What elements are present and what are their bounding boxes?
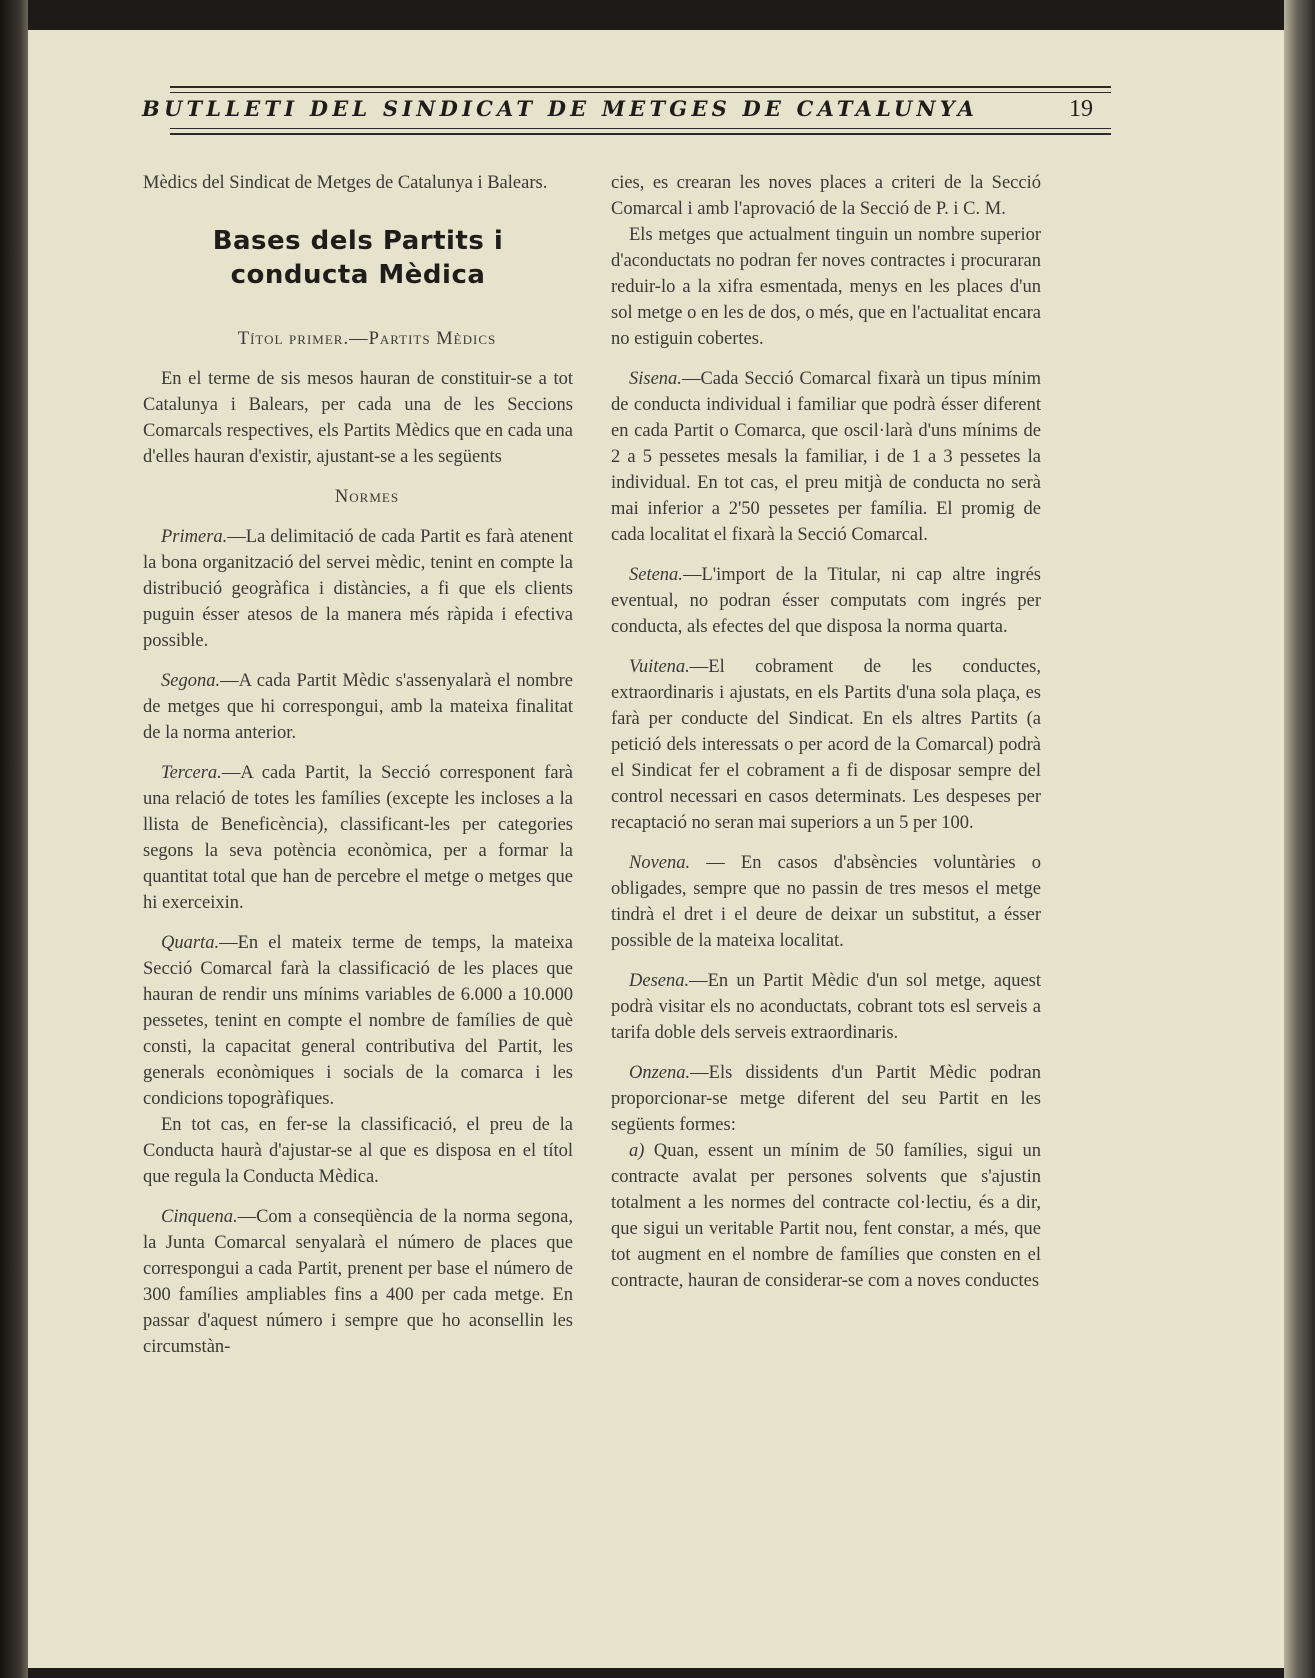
continuation-paragraph: cies, es crearan les noves places a criteri de la Secció Comarcal i amb l'aprovació de la Secció de P. i C. M. bbox=[611, 173, 1041, 219]
norma-text: —A cada Partit Mèdic s'assenyalarà el nombre de metges que hi correspongui, amb la mateixa finalitat de la norma anterior. bbox=[143, 671, 573, 743]
norma-lead: Primera. bbox=[161, 527, 228, 547]
norma-lead: Novena. bbox=[629, 853, 691, 873]
journal-title: BUTLLETI DEL SINDICAT DE METGES DE CATALUNYA bbox=[142, 96, 979, 121]
norma-quarta-continuation: En tot cas, en fer-se la classificació, el preu de la Conducta haurà d'ajustar-se al que es disposa en el títol que regula la Conducta Mèdica. bbox=[143, 1115, 573, 1187]
norma-text: —Els dissidents d'un Partit Mèdic podran proporcionar-se metge diferent del seu Partit en les següents formes: bbox=[611, 1063, 1041, 1135]
norma-text: —Cada Secció Comarcal fixarà un tipus mínim de conducta individual i familiar que podrà ésser diferent en cada Partit o Comarca, que oscil·larà d'uns mínims de 2 a 5 pessetes mesals la familiar, i de 1 a 3 pessetes la individual. En tot cas, el preu mitjà de conducta no serà mai inferior a 2'50 pessetes per família. El promig de cada localitat el fixarà la Secció Comarcal. bbox=[611, 369, 1041, 545]
right-column bbox=[611, 170, 1041, 1308]
norma-text: — En casos d'absències voluntàries o obligades, sempre que no passin de tres mesos el metge tindrà el dret i el deure de deixar un substitut, a ésser possible de la mateixa localitat. bbox=[611, 853, 1041, 951]
normes-heading: Normes bbox=[334, 487, 400, 507]
continuation-paragraph-2: Els metges que actualment tinguin un nombre superior d'aconductats no podran fer noves contractes i procuraran reduir-lo a la xifra esmentada, menys en les places d'un sol metge o en les de dos, o més, que en l'actualitat encara no estiguin cobertes. bbox=[611, 225, 1041, 349]
norma-cinquena bbox=[143, 1204, 573, 1360]
norma-primera bbox=[143, 524, 573, 654]
book-binding-shadow bbox=[0, 0, 28, 1678]
norma-text: —En un Partit Mèdic d'un sol metge, aquest podrà visitar els no aconductats, cobrant tots esl serveis a tarifa doble dels serveis extraordinaris. bbox=[611, 971, 1041, 1043]
section-heading: Títol primer.—Partits Mèdics bbox=[237, 329, 497, 349]
norma-segona bbox=[143, 668, 573, 746]
norma-novena bbox=[611, 850, 1041, 954]
header-rule-top-thin bbox=[170, 92, 1111, 93]
norma-lead: Tercera. bbox=[161, 763, 222, 783]
norma-setena bbox=[611, 562, 1041, 640]
norma-lead: Vuitena. bbox=[629, 657, 690, 677]
page-number: 19 bbox=[1069, 96, 1093, 122]
item-lead: a) bbox=[629, 1141, 645, 1161]
norma-lead: Quarta. bbox=[161, 933, 220, 953]
header-rule-top bbox=[170, 86, 1111, 88]
preamble-paragraph: En el terme de sis mesos hauran de constituir-se a tot Catalunya i Balears, per cada una de les Seccions Comarcals respectives, els Partits Mèdics que en cada una d'elles hauran d'existir, ajustant-se a les següents bbox=[143, 369, 573, 467]
norma-text: —Com a conseqüència de la norma segona, la Junta Comarcal senyalarà el número de places que correspongui a cada Partit, prenent per base el número de 300 famílies ampliables fins a 400 per cada metge. En passar d'aquest número i sempre que ho aconsellin les circumstàn- bbox=[143, 1207, 573, 1357]
onzena-item-a bbox=[611, 1138, 1041, 1294]
intro-paragraph: Mèdics del Sindicat de Metges de Catalunya i Balears. bbox=[143, 173, 548, 193]
norma-lead: Onzena. bbox=[629, 1063, 691, 1083]
page-edge-shadow bbox=[1284, 0, 1315, 1678]
norma-lead: Setena. bbox=[629, 565, 683, 585]
norma-lead: Cinquena. bbox=[161, 1207, 238, 1227]
norma-lead: Desena. bbox=[629, 971, 690, 991]
norma-text: —A cada Partit, la Secció corresponent farà una relació de totes les famílies (excepte les incloses a la llista de Beneficència), classificant-les per categories segons la seva potència econòmica, per a formar la quantitat total que han de percebre el metge o metges que hi exerceixin. bbox=[143, 763, 573, 913]
norma-text: —La delimitació de cada Partit es farà atenent la bona organització del servei mèdic, tenint en compte la distribució geogràfica i distàncies, a fi que els clients puguin ésser atesos de la manera més ràpida i efectiva possible. bbox=[143, 527, 573, 651]
norma-lead: Sisena. bbox=[629, 369, 682, 389]
norma-tercera bbox=[143, 760, 573, 916]
norma-vuitena bbox=[611, 654, 1041, 836]
norma-text: —L'import de la Titular, ni cap altre ingrés eventual, no podran ésser computats com ingrés per conducta, als efectes del que disposa la norma quarta. bbox=[611, 565, 1041, 637]
header-rule-bottom-thin bbox=[170, 128, 1111, 129]
norma-sisena bbox=[611, 366, 1041, 548]
norma-text: —El cobrament de les conductes, extraordinaris i ajustats, en els Partits d'una sola plaça, es farà per conducte del Sindicat. En els altres Partits (a petició dels interessats o per acord de la Comarcal) podrà el Sindicat fer el cobrament a fi de disposar sempre del control necessari en casos determinats. Les despeses per recaptació no seran mai superiors a un 5 per 100. bbox=[611, 657, 1041, 833]
left-column bbox=[143, 170, 573, 1374]
norma-onzena bbox=[611, 1060, 1041, 1138]
norma-quarta bbox=[143, 930, 573, 1112]
article-title: Bases dels Partits i conducta Mèdica bbox=[212, 226, 504, 290]
header-rule-bottom bbox=[170, 133, 1111, 135]
norma-desena bbox=[611, 968, 1041, 1046]
norma-text: —En el mateix terme de temps, la mateixa Secció Comarcal farà la classificació de les places que hauran de rendir uns mínims variables de 6.000 a 10.000 pessetes, tenint en compte el nombre de famílies de què consti, la capacitat general contributiva del Partit, les generals econòmiques i socials de la comarca i les condicions topogràfiques. bbox=[143, 933, 573, 1109]
item-text: Quan, essent un mínim de 50 famílies, sigui un contracte avalat per persones solvents que s'ajustin totalment a les normes del contracte col·lectiu, és a dir, que sigui un veritable Partit nou, fent constar, a més, que tot augment en el nombre de famílies que consten en el contracte, hauran de considerar-se com a noves conductes bbox=[611, 1141, 1041, 1291]
norma-lead: Segona. bbox=[161, 671, 221, 691]
